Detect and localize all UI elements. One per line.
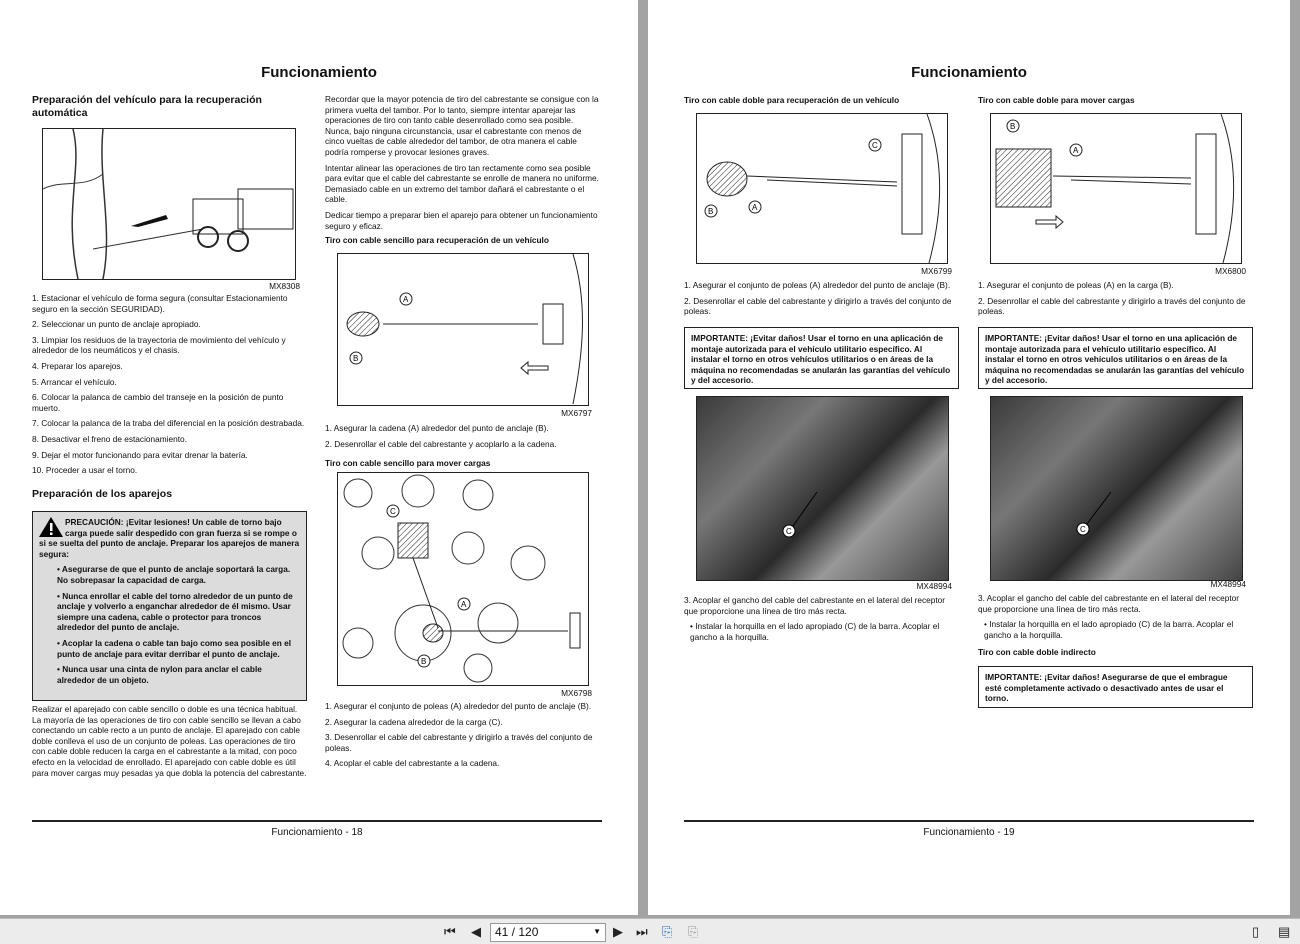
figure-double-recovery xyxy=(696,113,948,264)
caution-bullet: • Asegurarse de que el punto de anclaje soportará la carga. No sobrepasar la capacidad de carga. xyxy=(57,564,291,585)
chevron-down-icon: ▼ xyxy=(593,927,601,936)
page-title: Funcionamiento xyxy=(261,64,377,81)
svg-text:A: A xyxy=(752,203,758,212)
label-a: A xyxy=(403,295,409,304)
figure-id: MX6797 xyxy=(561,408,592,418)
svg-text:C: C xyxy=(872,141,878,150)
rotate-icon[interactable]: ⎘ xyxy=(662,924,673,939)
right-page xyxy=(648,0,1290,915)
heading-vehicle-prep: Preparación del vehículo para la recuperación automática xyxy=(32,94,262,119)
caution-bullet: • Nunca usar una cinta de nylon para anclar el cable alrededor de un objeto. xyxy=(57,664,262,685)
page-number-select[interactable] xyxy=(490,923,606,942)
step: 3. Limpiar los residuos de la trayectoria de movimiento del vehículo y alrededor de los neumáticos y el chasis. xyxy=(32,334,286,356)
footer-rule xyxy=(32,820,602,822)
left-page xyxy=(0,0,638,915)
caution-bullet: • Acoplar la cadena o cable tan bajo como sea posible en el punto de anclaje para evitar derribar el punto de anclaje. xyxy=(57,637,292,659)
svg-text:B: B xyxy=(708,207,714,216)
single-page-icon[interactable]: ▯ xyxy=(1252,924,1260,939)
column2-text xyxy=(325,94,601,236)
figure-id: MX6799 xyxy=(921,266,952,276)
step: 1. Asegurar el conjunto de poleas (A) alrededor del punto de anclaje (B). xyxy=(684,280,951,290)
paragraph: Intentar alinear las operaciones de tiro tan rectamente como sea posible para evitar que el cable del cabrestante se enrolle de manera no uniforme. Demasiado cable en un extremo del tambor dañará el cabrestante o el cable. xyxy=(325,162,599,205)
figure-vehicle-recovery xyxy=(42,128,296,280)
double-line-diagram xyxy=(697,114,947,263)
label-c: C xyxy=(390,507,396,516)
step: 2. Desenrollar el cable del cabrestante y acoplarlo a la cadena. xyxy=(325,438,557,449)
step-text xyxy=(978,593,1253,645)
heading-single-recovery: Tiro con cable sencillo para recuperación de un vehículo xyxy=(325,235,549,245)
page-footer: Funcionamiento - 19 xyxy=(923,827,1015,838)
footer-rule xyxy=(684,820,1254,822)
paragraph: Dedicar tiempo a preparar bien el aparejo para obtener un funcionamiento seguro y eficaz. xyxy=(325,209,598,231)
figure-id: MX6798 xyxy=(561,688,592,698)
svg-text:A: A xyxy=(1073,146,1079,155)
winch-photo xyxy=(990,396,1243,581)
label-b: B xyxy=(353,354,359,363)
export-icon[interactable]: ⎘ xyxy=(688,924,699,939)
step: 2. Seleccionar un punto de anclaje apropiado. xyxy=(32,319,201,330)
figure-id: MX48994 xyxy=(1210,579,1246,589)
step: 1. Asegurar el conjunto de poleas (A) en la carga (B). xyxy=(978,280,1174,290)
warning-icon xyxy=(39,517,63,537)
heading-single-load: Tiro con cable sencillo para mover cargas xyxy=(325,458,491,468)
step: 10. Proceder a usar el torno. xyxy=(32,465,138,476)
step: 5. Arrancar el vehículo. xyxy=(32,376,117,387)
figure-id: MX48994 xyxy=(916,581,952,591)
step: 1. Asegurar la cadena (A) alrededor del punto de anclaje (B). xyxy=(325,423,549,433)
important-box: IMPORTANTE: ¡Evitar daños! Usar el torno en una aplicación de montaje autorizada para el vehículo utilitario específico. Al instalar el torno en otros vehículos utilitarios o en áreas de la máquina no recomendadas se anularán las garantías del vehículo y del accesorio. xyxy=(978,327,1253,389)
single-line-diagram xyxy=(338,254,588,405)
steps-list xyxy=(325,423,601,454)
step-text xyxy=(684,595,959,647)
last-page-icon[interactable]: ⏭ xyxy=(636,924,648,939)
svg-text:C: C xyxy=(1080,525,1086,534)
heading-rigging: Preparación de los aparejos xyxy=(32,488,173,500)
step: 2. Desenrollar el cable del cabrestante y dirigirlo a través del conjunto de poleas. xyxy=(684,295,952,317)
step-bullet: • Instalar la horquilla en el lado apropiado (C) de la barra. Acoplar el gancho a la horquilla. xyxy=(690,621,940,642)
pdf-toolbar xyxy=(0,918,1300,944)
step-bullet: • Instalar la horquilla en el lado apropiado (C) de la barra. Acoplar el gancho a la horquilla. xyxy=(984,619,1234,640)
heading-indirect: Tiro con cable doble indirecto xyxy=(978,647,1096,657)
figure-single-load xyxy=(337,472,589,686)
step: 7. Colocar la palanca de la traba del diferencial en la posición destrabada. xyxy=(32,418,305,429)
next-page-icon[interactable]: ▶ xyxy=(613,924,623,939)
caution-text: PRECAUCIÓN: ¡Evitar lesiones! Un cable de torno bajo carga puede salir despedido con gran fuerza si se rompe o si se suelta del punto de anclaje. Preparar los aparejos de manera segura: xyxy=(39,517,300,559)
figure-double-load xyxy=(990,113,1242,264)
page-number-value: 41 / 120 xyxy=(495,925,539,939)
important-box: IMPORTANTE: ¡Evitar daños! Usar el torno en una aplicación de montaje autorizada para el vehículo utilitario específico. Al instalar el torno en otros vehículos utilitarios o en áreas de la máquina no recomendadas se anularán las garantías del vehículo y del accesorio. xyxy=(684,327,959,389)
caution-box xyxy=(32,511,307,701)
step: 3. Acoplar el gancho del cable del cabrestante en el lateral del receptor que proporcione una línea de tiro más recta. xyxy=(978,593,1240,614)
double-load-diagram xyxy=(991,114,1241,263)
step: 6. Colocar la palanca de cambio del transeje en la posición de punto muerto. xyxy=(32,392,284,413)
caution-bullet: • Nunca enrollar el cable del torno alrededor de un punto de anclaje y volverlo a enganchar alrededor de él mismo. Usar siempre una cadena, cable o protector para troncos alrededor del punto de anclaje. xyxy=(57,590,293,633)
photo-callout xyxy=(697,397,948,580)
label-b: B xyxy=(421,657,427,666)
rigging-paragraph: Realizar el aparejado con cable sencillo o doble es una técnica habitual. La mayoría de las operaciones de tiro con cable sencillo se llevan a cabo conectando un cable recto a un punto de anclaje. El aparejado con cable doble conlleva el uso de un conjunto de poleas. Las operaciones de tiro con cable doble reducen la carga en el cabrestante a la mitad, con poco efecto en la velocidad de enrollado. El aparejado con cable doble es útil para mover cargas muy pesadas ya que dobla la potencia del cabrestante. xyxy=(32,704,307,778)
page-title: Funcionamiento xyxy=(911,64,1027,81)
step: 3. Acoplar el gancho del cable del cabrestante en el lateral del receptor que proporcione una línea de tiro más recta. xyxy=(684,595,946,616)
step: 3. Desenrollar el cable del cabrestante y dirigirlo a través del conjunto de poleas. xyxy=(325,732,593,753)
step: 1. Asegurar el conjunto de poleas (A) alrededor del punto de anclaje (B). xyxy=(325,701,592,711)
step: 1. Estacionar el vehículo de forma segura (consultar Estacionamiento seguro en la sección SEGURIDAD). xyxy=(32,293,288,314)
label-a: A xyxy=(461,600,467,609)
paragraph: Recordar que la mayor potencia de tiro del cabrestante se consigue con la primera vuelta del tambor. Por lo tanto, siempre intentar aparejar las operaciones de tiro con tanto cable desenrollado como sea posible. Nunca, bajo ninguna circunstancia, usar el cabrestante con menos de cinco vueltas de cable alrededor del tambor, de otra manera el cable podría romperse y provocar lesiones graves. xyxy=(325,94,599,157)
heading-double-recovery: Tiro con cable doble para recuperación de un vehículo xyxy=(684,95,900,105)
step: 2. Asegurar la cadena alrededor de la carga (C). xyxy=(325,716,503,727)
steps-list xyxy=(684,280,959,322)
step: 4. Acoplar el cable del cabrestante a la cadena. xyxy=(325,758,500,769)
figure-id: MX8308 xyxy=(269,281,300,291)
continuous-page-icon[interactable]: ▤ xyxy=(1278,924,1291,939)
prev-page-icon[interactable]: ◀ xyxy=(471,924,481,939)
photo-callout xyxy=(991,397,1242,580)
page-footer: Funcionamiento - 18 xyxy=(271,827,363,838)
first-page-icon[interactable]: ⏮ xyxy=(444,924,456,939)
figure-id: MX6800 xyxy=(1215,266,1246,276)
step: 4. Preparar los aparejos. xyxy=(32,360,123,371)
winch-photo xyxy=(696,396,949,581)
important-box: IMPORTANTE: ¡Evitar daños! Asegurarse de que el embrague esté completamente activado o desactivado antes de usar el torno. xyxy=(978,666,1253,708)
steps-list xyxy=(325,701,601,774)
figure-single-recovery xyxy=(337,253,589,406)
svg-text:C: C xyxy=(786,527,792,536)
step: 8. Desactivar el freno de estacionamiento. xyxy=(32,433,187,444)
vehicle-illustration xyxy=(43,129,295,279)
steps-list xyxy=(32,293,307,481)
steps-list xyxy=(978,280,1253,322)
svg-text:B: B xyxy=(1010,122,1016,131)
step: 2. Desenrollar el cable del cabrestante y dirigirlo a través del conjunto de poleas. xyxy=(978,295,1246,317)
step: 9. Dejar el motor funcionando para evitar drenar la batería. xyxy=(32,449,248,460)
trees-diagram xyxy=(338,473,588,685)
heading-double-load: Tiro con cable doble para mover cargas xyxy=(978,95,1135,105)
